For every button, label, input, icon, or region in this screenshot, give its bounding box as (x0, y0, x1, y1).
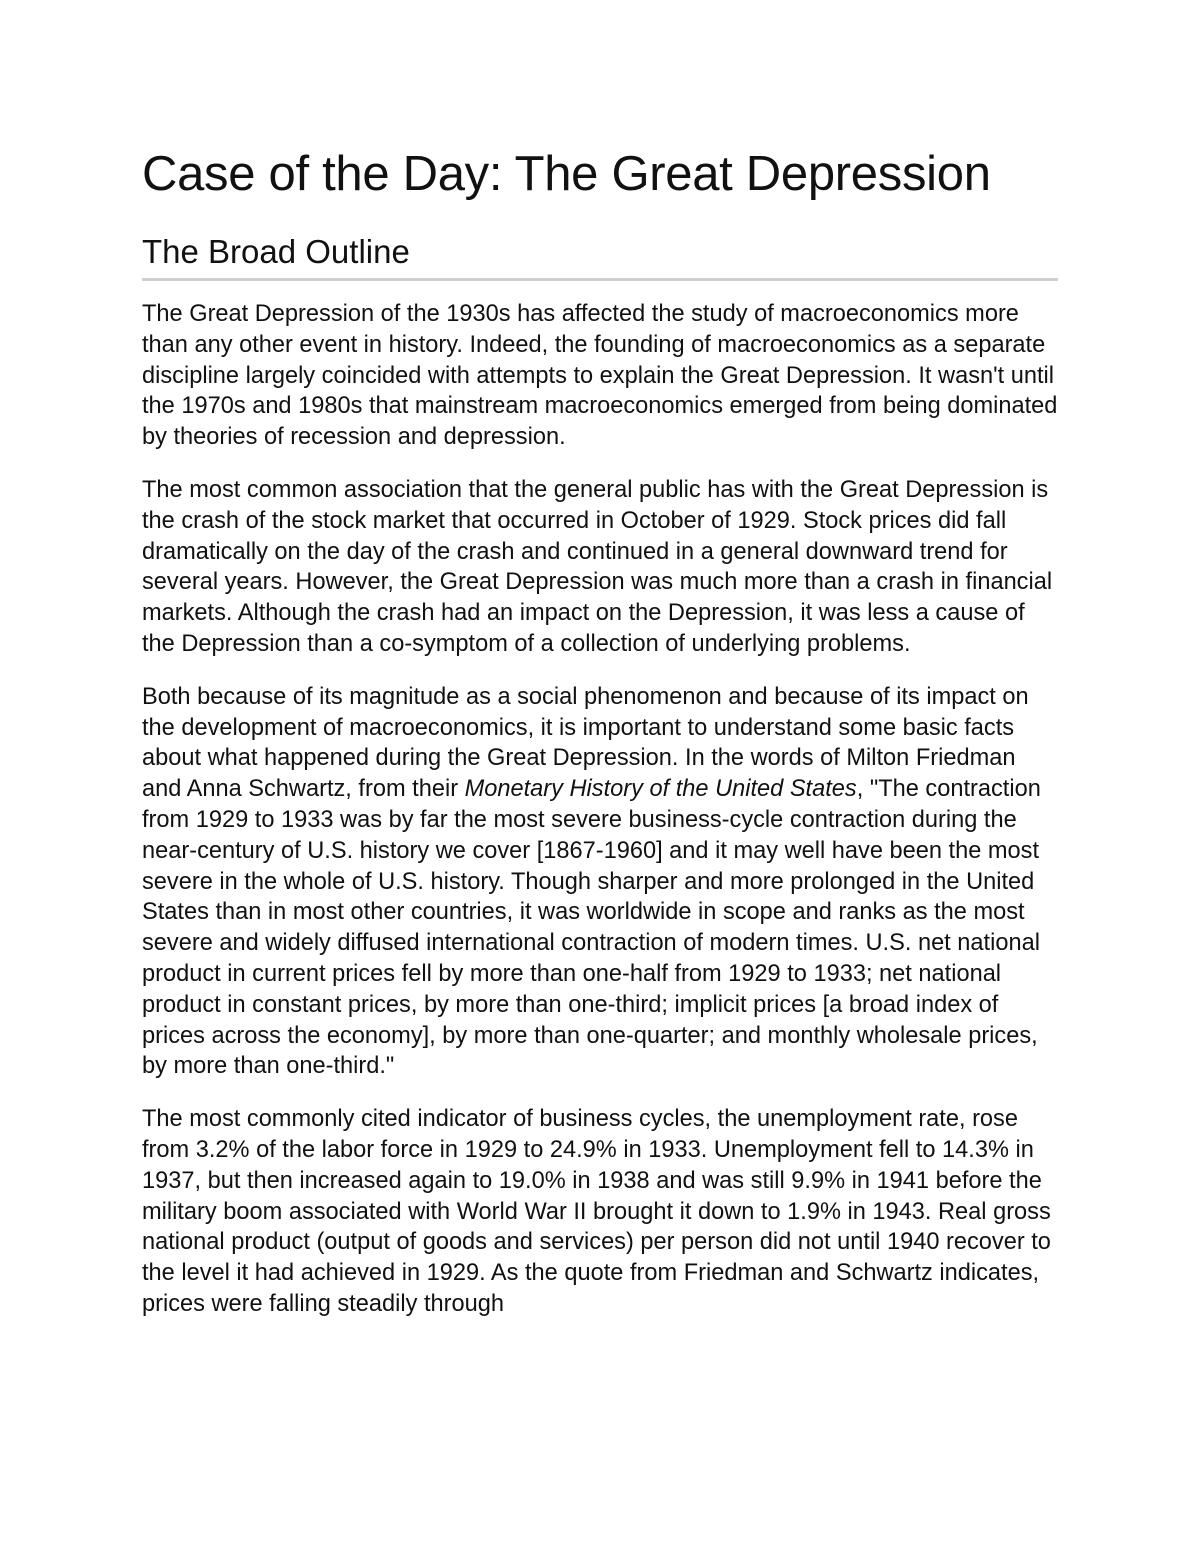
heading-divider (142, 278, 1058, 281)
book-title: Monetary History of the United States (464, 776, 857, 803)
paragraph-friedman-schwartz (142, 682, 1058, 1082)
document-page (142, 142, 1058, 1342)
quote-text: , "The contraction from 1929 to 1933 was by far the most severe business-cycle contraction during the near-century of U.S. history we cover [1867-1960] and it may well have been the most severe in the whole of U.S. history. Though sharper and more prolonged in the United States than in most other countries, it was worldwide in scope and ranks as the most severe and widely diffused international contraction of modern times. U.S. net national product in current prices fell by more than one-half from 1929 to 1933; net national product in constant prices, by more than one-third; implicit prices [a broad index of prices across the economy], by more than one-quarter; and monthly wholesale prices, by more than one-third." (142, 776, 1041, 1080)
paragraph-unemployment: The most commonly cited indicator of business cycles, the unemployment rate, rose from 3.2% of the labor force in 1929 to 24.9% in 1933. Unemployment fell to 14.3% in 1937, but then increased again to 19.0% in 1938 and was still 9.9% in 1941 before the military boom associated with World War II brought it down to 1.9% in 1943. Real gross national product (output of goods and services) per person did not until 1940 recover to the level it had achieved in 1929. As the quote from Friedman and Schwartz indicates, prices were falling steadily through (142, 1106, 1051, 1317)
paragraph-stock-crash: The most common association that the general public has with the Great Depression is the crash of the stock market that occurred in October of 1929. Stock prices did fall dramatically on the day of the crash and continued in a general downward trend for several years. However, the Great Depression was much more than a crash in financial markets. Although the crash had an impact on the Depression, it was less a cause of the Depression than a co-symptom of a collection of underlying problems. (142, 476, 1053, 657)
paragraph-text: Both because of its magnitude as a social phenomenon and because of its impact on the development of macroeconomics, it is important to understand some basic facts about what happened during the Great Depression. In the words of Milton Friedman and Anna Schwartz, from their (142, 683, 1029, 803)
section-heading: The Broad Outline (142, 233, 410, 270)
document-title: Case of the Day: The Great Depression (142, 147, 991, 201)
paragraph-intro: The Great Depression of the 1930s has affected the study of macroeconomics more than any other event in history. Indeed, the founding of macroeconomics as a separate discipline largely coincided with attempts to explain the Great Depression. It wasn't until the 1970s and 1980s that mainstream macroeconomics emerged from being dominated by theories of recession and depression. (142, 301, 1058, 451)
